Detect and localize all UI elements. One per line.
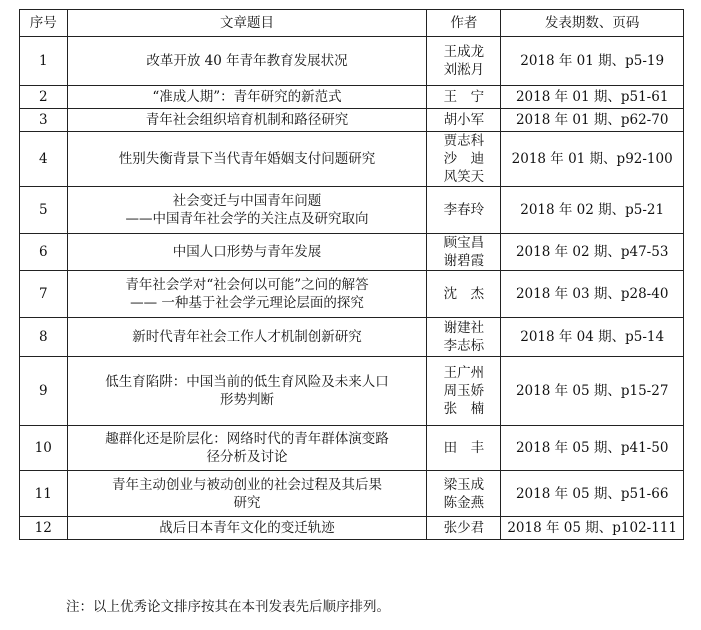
- author-name: 王广州: [443, 365, 485, 381]
- author-cell: [427, 357, 501, 426]
- title-line: 低生育陷阱：中国当前的低生育风险及未来人口: [105, 374, 389, 390]
- table-row: [20, 471, 684, 517]
- author-name: 梁玉成: [443, 476, 485, 493]
- serial-number-cell: 7: [20, 271, 68, 318]
- author-name: 李志标: [443, 338, 485, 354]
- author-name: 王 宁: [443, 89, 485, 105]
- author-name: 李春玲: [443, 202, 485, 218]
- title-line: —— 一种基于社会学元理论层面的探究: [130, 295, 364, 311]
- title-line: 性别失衡背景下当代青年婚姻支付问题研究: [118, 151, 376, 167]
- author-name: 周玉娇: [443, 383, 485, 399]
- table-row: [20, 86, 684, 109]
- article-title-cell: [67, 187, 427, 234]
- author-name: 王成龙: [443, 44, 485, 60]
- issue-pages-cell: 2018 年 01 期、p51-61: [501, 86, 684, 109]
- author-cell: [427, 132, 501, 187]
- table-row: [20, 234, 684, 271]
- serial-number-cell: 5: [20, 187, 68, 234]
- article-title-cell: [67, 86, 427, 109]
- author-name: 张少君: [443, 520, 485, 536]
- table-row: [20, 132, 684, 187]
- author-cell: [427, 471, 501, 517]
- article-title-cell: [67, 132, 427, 187]
- serial-number-cell: 3: [20, 109, 68, 132]
- article-title-cell: [67, 517, 427, 540]
- serial-number-cell: 8: [20, 318, 68, 357]
- serial-number-cell: 11: [20, 471, 68, 517]
- serial-number-cell: 2: [20, 86, 68, 109]
- title-line: 研究: [233, 494, 261, 511]
- author-cell: [427, 426, 501, 471]
- table-row: [20, 271, 684, 318]
- author-name: 陈金燕: [443, 494, 485, 511]
- author-cell: [427, 517, 501, 540]
- author-cell: [427, 86, 501, 109]
- article-title-cell: [67, 271, 427, 318]
- issue-pages-cell: 2018 年 05 期、p51-66: [501, 471, 684, 517]
- title-line: “准成人期”：青年研究的新范式: [152, 89, 342, 105]
- author-name: 沙 迪: [443, 151, 485, 167]
- issue-pages-cell: 2018 年 05 期、p15-27: [501, 357, 684, 426]
- issue-pages-cell: 2018 年 01 期、p92-100: [501, 132, 684, 187]
- header-issue-pages: 发表期数、页码: [501, 10, 684, 37]
- article-title-cell: [67, 471, 427, 517]
- author-name: 沈 杰: [443, 286, 485, 302]
- serial-number-cell: 6: [20, 234, 68, 271]
- title-line: 新时代青年社会工作人才机制创新研究: [132, 329, 362, 345]
- title-line: 改革开放 40 年青年教育发展状况: [146, 53, 348, 69]
- author-name: 贾志科: [443, 133, 485, 149]
- footnote: 注：以上优秀论文排序按其在本刊发表先后顺序排列。: [66, 599, 390, 615]
- table-header-row: [20, 10, 684, 37]
- issue-pages-cell: 2018 年 01 期、p5-19: [501, 37, 684, 86]
- article-title-cell: [67, 426, 427, 471]
- title-line: 青年社会学对“社会何以可能”之问的解答: [125, 277, 369, 293]
- serial-number-cell: 12: [20, 517, 68, 540]
- author-cell: [427, 318, 501, 357]
- serial-number-cell: 9: [20, 357, 68, 426]
- table-body: [20, 37, 684, 540]
- author-name: 胡小军: [443, 112, 485, 128]
- author-cell: [427, 109, 501, 132]
- author-name: 顾宝昌: [443, 235, 485, 251]
- header-author: 作者: [427, 10, 501, 37]
- author-name: 风笑天: [443, 169, 485, 185]
- issue-pages-cell: 2018 年 01 期、p62-70: [501, 109, 684, 132]
- article-title-cell: [67, 234, 427, 271]
- serial-number-cell: 1: [20, 37, 68, 86]
- issue-pages-cell: 2018 年 02 期、p5-21: [501, 187, 684, 234]
- title-line: 中国人口形势与青年发展: [172, 244, 322, 260]
- author-name: 张 楠: [443, 401, 485, 417]
- title-line: 青年主动创业与被动创业的社会过程及其后果: [111, 476, 382, 493]
- table-row: [20, 37, 684, 86]
- table-row: [20, 357, 684, 426]
- author-cell: [427, 187, 501, 234]
- table-row: [20, 517, 684, 540]
- title-line: ——中国青年社会学的关注点及研究取向: [125, 211, 369, 227]
- papers-table: [19, 9, 684, 540]
- serial-number-cell: 10: [20, 426, 68, 471]
- article-title-cell: [67, 318, 427, 357]
- article-title-cell: [67, 357, 427, 426]
- title-line: 趣群化还是阶层化：网络时代的青年群体演变路: [105, 431, 389, 447]
- title-line: 径分析及讨论: [206, 449, 288, 465]
- issue-pages-cell: 2018 年 05 期、p102-111: [501, 517, 684, 540]
- article-title-cell: [67, 37, 427, 86]
- header-article-title: 文章题目: [67, 10, 427, 37]
- title-line: 战后日本青年文化的变迁轨迹: [159, 520, 335, 536]
- papers-table-container: [19, 9, 684, 540]
- author-name: 谢建社: [443, 320, 485, 336]
- issue-pages-cell: 2018 年 03 期、p28-40: [501, 271, 684, 318]
- serial-number-cell: 4: [20, 132, 68, 187]
- author-name: 刘淞月: [443, 62, 485, 78]
- title-line: 青年社会组织培育机制和路径研究: [145, 112, 349, 128]
- article-title-cell: [67, 109, 427, 132]
- table-row: [20, 187, 684, 234]
- table-row: [20, 318, 684, 357]
- author-cell: [427, 271, 501, 318]
- title-line: 社会变迁与中国青年问题: [172, 193, 322, 209]
- author-name: 谢碧霞: [443, 253, 485, 269]
- issue-pages-cell: 2018 年 05 期、p41-50: [501, 426, 684, 471]
- author-name: 田 丰: [443, 440, 485, 456]
- issue-pages-cell: 2018 年 04 期、p5-14: [501, 318, 684, 357]
- title-line: 形势判断: [219, 392, 274, 408]
- table-row: [20, 109, 684, 132]
- author-cell: [427, 37, 501, 86]
- table-row: [20, 426, 684, 471]
- header-serial-number: 序号: [20, 10, 68, 37]
- issue-pages-cell: 2018 年 02 期、p47-53: [501, 234, 684, 271]
- author-cell: [427, 234, 501, 271]
